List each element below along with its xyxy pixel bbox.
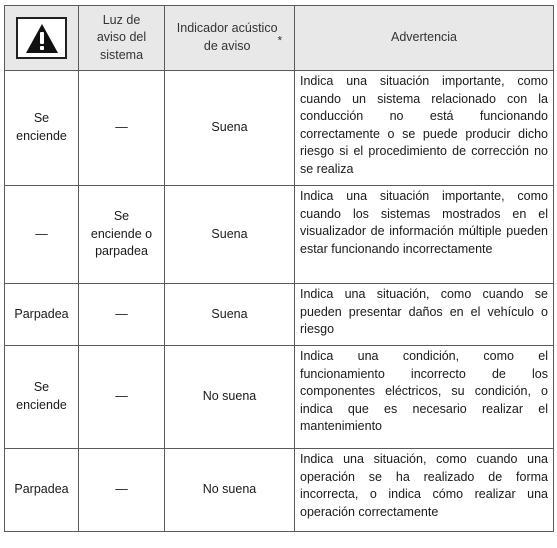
system-light-cell: —	[79, 449, 165, 532]
table-row	[5, 284, 554, 346]
system-light-cell: Se enciende o parpadea	[79, 186, 165, 284]
footnote-mark: *	[277, 33, 283, 48]
header-warning-label: Advertencia	[390, 30, 457, 45]
table-row	[5, 71, 554, 186]
buzzer-cell: No suena	[165, 346, 295, 449]
header-system-light	[79, 6, 165, 71]
warning-text-cell: Indica una situación importante, como cuando un sistema relacionado con la conducción no está funcionando correctamente o se puede producir dicho riesgo si el procedimiento de corrección no se realiza	[295, 71, 554, 186]
table-row	[5, 346, 554, 449]
warning-text-cell: Indica una condición, como el funcionamiento incorrecto de los componentes eléctricos, su condición, o indica que es necesario realizar el mantenimiento	[295, 346, 554, 449]
table-row	[5, 449, 554, 532]
warning-text-cell: Indica una situación, como cuando una operación se ha realizado de forma incorrecta, o indica cómo realizar una operación correctamente	[295, 449, 554, 532]
table-row	[5, 186, 554, 284]
header-warning	[295, 6, 554, 71]
system-light-cell: —	[79, 71, 165, 186]
indicator-cell: —	[5, 186, 79, 284]
indicator-cell: Se enciende	[5, 346, 79, 449]
indicator-cell: Parpadea	[5, 284, 79, 346]
indicator-cell: Se enciende	[5, 71, 79, 186]
warning-table	[4, 5, 554, 532]
buzzer-cell: Suena	[165, 284, 295, 346]
table-header-row	[5, 6, 554, 71]
warning-text-cell: Indica una situación importante, como cuando los sistemas mostrados en el visualizador de información múltiple pueden estar funcionando incorrectamente	[295, 186, 554, 284]
warning-text-cell: Indica una situación, como cuando se pueden presentar daños en el vehículo o riesgo	[295, 284, 554, 346]
header-icon-cell	[5, 6, 79, 71]
buzzer-cell: Suena	[165, 186, 295, 284]
header-system-light-label: Luz de aviso del sistema	[96, 12, 147, 62]
system-light-cell: —	[79, 284, 165, 346]
header-buzzer	[165, 6, 295, 71]
warning-triangle-icon	[16, 17, 67, 59]
buzzer-cell: Suena	[165, 71, 295, 186]
system-light-cell: —	[79, 346, 165, 449]
header-buzzer-label: Indicador acústico de aviso	[176, 21, 278, 53]
indicator-cell: Parpadea	[5, 449, 79, 532]
buzzer-cell: No suena	[165, 449, 295, 532]
